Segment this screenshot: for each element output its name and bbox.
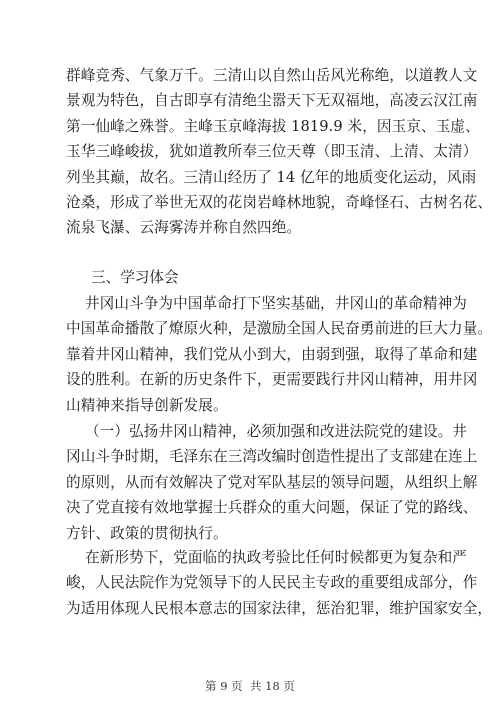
text-line: 决了党直接有效地掌握士兵群众的重大问题，保证了党的路线、: [66, 499, 478, 517]
text-line: 山精神来指导创新发展。: [66, 396, 228, 414]
text-line: 的原则，从而有效解决了党对军队基层的领导问题，从组织上解: [66, 473, 478, 491]
text-line: 第一仙峰之殊誉。主峰玉京峰海拔 1819.9 米，因玉京、玉虚、: [66, 117, 480, 135]
text-line: 为适用体现人民根本意志的国家法律，惩治犯罪，维护国家安全，: [66, 599, 493, 617]
text-line: 设的胜利。在新的历史条件下，更需要践行井冈山精神，用井冈: [66, 371, 478, 389]
text-line: 沧桑，形成了举世无双的花岗岩峰林地貌，奇峰怪石、古树名花、: [66, 193, 493, 211]
paragraph-party-building: [66, 419, 478, 546]
paragraph-jinggangshan-spirit: [66, 291, 493, 418]
text-line: 中国革命播散了燎原火种，是激励全国人民奋勇前进的巨大力量。: [66, 320, 493, 338]
text-line: 列坐其巅，故名。三清山经历了 14 亿年的地质变化运动，风雨: [66, 168, 477, 186]
text-line: 靠着井冈山精神，我们党从小到大，由弱到强，取得了革命和建: [66, 345, 478, 363]
text-line: 井冈山斗争为中国革命打下坚实基础，井冈山的革命精神为: [66, 295, 467, 312]
text-line: （一）弘扬井冈山精神，必须加强和改进法院党的建设。井: [66, 423, 467, 440]
text-line: 方针、政策的贯彻执行。: [66, 524, 228, 542]
text-line: 在新形势下，党面临的执政考验比任何时候都更为复杂和严: [66, 549, 467, 566]
text-line: 冈山斗争时期，毛泽东在三湾改编时创造性提出了支部建在连上: [66, 448, 478, 466]
section-heading: 三、学习体会: [91, 269, 179, 286]
page-number-footer: 第 9 页 共 18 页: [205, 679, 295, 693]
text-line: 峻，人民法院作为党领导下的人民民主专政的重要组成部分，作: [66, 574, 478, 592]
text-line: 景观为特色，自古即享有清绝尘嚣天下无双福地，高凌云汉江南: [66, 92, 478, 110]
paragraph-new-situation: [66, 545, 493, 621]
text-line: 群峰竞秀、气象万千。三清山以自然山岳风光称绝，以道教人文: [66, 67, 478, 84]
text-line: 流泉飞瀑、云海雾涛并称自然四绝。: [66, 219, 302, 237]
paragraph-sanqingshan: [66, 63, 493, 241]
text-line: 玉华三峰峻拔，犹如道教所奉三位天尊（即玉清、上清、太清）: [66, 143, 478, 161]
